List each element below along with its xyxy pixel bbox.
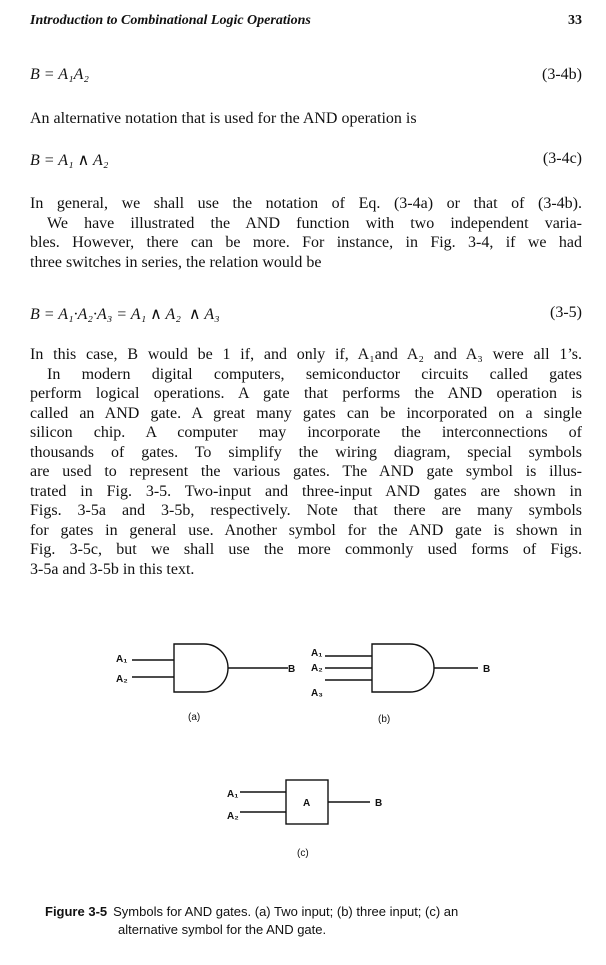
text-line: are used to represent the various gates. The AND gate symbol is illus- [30,463,582,480]
input-label-a1: A₁ [116,654,128,665]
page-number: 33 [568,13,582,28]
equation-expression: B = A₁ ∧ A₂ [30,152,109,169]
text-line: In general, we shall use the notation of Eq. (3-4a) or that of (3-4b). [30,195,582,212]
subfigure-label-b: (b) [378,714,391,725]
input-label-a2: A₂ [227,811,239,822]
and-gate-figure [0,600,606,900]
equation-3-4b [30,66,582,88]
header-title: Introduction to Combinational Logic Operations [30,13,311,28]
equation-3-4c [30,150,582,172]
caption-text-2: alternative symbol for the AND gate. [118,922,327,937]
and-gate-body [174,644,228,692]
input-label-a1: A₁ [311,648,323,659]
text-line: perform logical operations. A gate that performs the AND operation is [30,385,582,402]
box-text: A [303,798,311,809]
input-label-a3: A₃ [311,688,323,699]
subfigure-label-c: (c) [297,848,309,859]
text-line: In this case, B would be 1 if, and only if, A₁and A₂ and A₃ were all 1’s. [30,346,582,363]
input-label-a2: A₂ [311,663,323,674]
text-line: three switches in series, the relation would be [30,253,322,271]
equation-number: (3-4c) [542,150,582,167]
paragraph-alternative-notation: An alternative notation that is used for the AND operation is [30,110,417,127]
output-label-b: B [288,664,296,675]
text-line: We have illustrated the AND function with two independent varia- [47,214,582,232]
and-gate-body [372,644,434,692]
paragraph-gates [30,345,582,579]
running-header [30,13,582,33]
text-line: bles. However, there can be more. For instance, in Fig. 3-4, if we had [30,234,582,251]
text-line: trated in Fig. 3-5. Two-input and three-input AND gates are shown in [30,482,582,500]
text-line: for gates in general use. Another symbol for the AND gate is shown in [30,521,582,539]
input-label-a2: A₂ [116,674,128,685]
equation-expression: B = A₁A₂ [30,66,89,83]
equation-number: (3-4b) [542,66,582,83]
equation-number: (3-5) [550,304,582,321]
text-line: Figs. 3-5a and 3-5b, respectively. Note that there are many symbols [30,502,582,519]
alternative-and-gate [227,780,382,859]
text-line: silicon chip. A computer may incorporate the interconnections of [30,424,582,441]
text-line: 3-5a and 3-5b in this text. [30,560,195,578]
text-line: called an AND gate. A great many gates can be incorporated on a single [30,404,582,422]
figure-3-5 [0,600,606,900]
caption-line-1 [45,903,565,921]
input-label-a1: A₁ [227,789,239,800]
text-line: thousands of gates. To simplify the wiring diagram, special symbols [30,443,582,461]
text-line: In modern digital computers, semiconductor circuits called gates [47,365,582,383]
two-input-and-gate [116,644,295,723]
caption-label: Figure 3-5 [45,904,108,919]
equation-3-5 [30,304,582,326]
text-line: Fig. 3-5c, but we shall use the more commonly used forms of Figs. [30,541,582,558]
caption-text-1: Symbols for AND gates. (a) Two input; (b) three input; (c) an [113,904,459,919]
output-label-b: B [483,664,491,675]
paragraph-general-notation [30,194,582,272]
figure-caption [45,903,565,939]
output-label-b: B [375,798,383,809]
three-input-and-gate [311,644,490,725]
subfigure-label-a: (a) [188,712,201,723]
equation-expression: B = A₁·A₂·A₃ = A₁ ∧ A₂ ∧ A₃ [30,306,220,323]
